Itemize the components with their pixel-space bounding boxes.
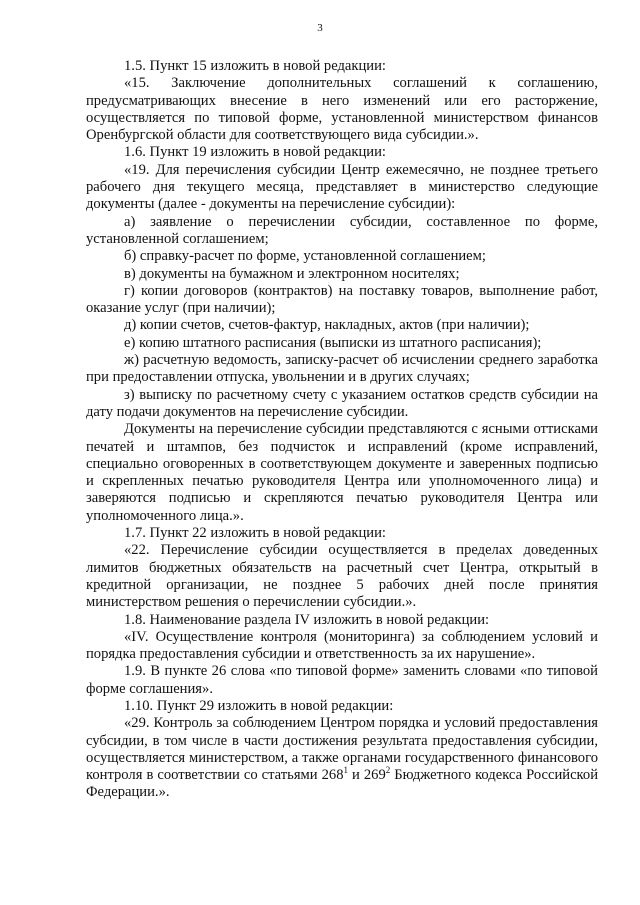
paragraph: з) выписку по расчетному счету с указанием остатков средств субсидии на дату подачи документов на перечисление субсидии.	[86, 386, 598, 420]
paragraph: 1.7. Пункт 22 изложить в новой редакции:	[124, 525, 386, 542]
paragraph: «19. Для перечисления субсидии Центр ежемесячно, не позднее третьего рабочего дня текущего месяца, представляет в министерство следующие документы (далее - документы на перечисление субсидии):	[86, 161, 598, 213]
paragraph: 1.9. В пункте 26 слова «по типовой форме» заменить словами «по типовой форме соглашения».	[86, 663, 598, 697]
text-span: и 269	[348, 767, 386, 784]
paragraph: «22. Перечисление субсидии осуществляется в пределах доведенных лимитов бюджетных обязательств на расчетный счет Центра, открытый в кредитной организации, не позднее 5 рабочих дней после принятия министерством решения о перечислении субсидии.».	[86, 542, 598, 611]
paragraph: 1.6. Пункт 19 изложить в новой редакции:	[124, 144, 386, 161]
page-number: 3	[317, 22, 323, 34]
paragraph: ж) расчетную ведомость, записку-расчет об исчислении среднего заработка при предоставлении отпуска, увольнении и в других случаях;	[86, 352, 598, 386]
paragraph: б) справку-расчет по форме, установленной соглашением;	[124, 248, 486, 265]
paragraph: «IV. Осуществление контроля (мониторинга) за соблюдением условий и порядка предоставления субсидии и ответственность за их нарушение».	[86, 628, 598, 663]
text-span: Бюджетного кодекса Российской Федерации.».	[86, 767, 599, 801]
paragraph: г) копии договоров (контрактов) на поставку товаров, выполнение работ, оказание услуг (при наличии);	[86, 282, 598, 317]
paragraph: 1.5. Пункт 15 изложить в новой редакции:	[124, 58, 386, 74]
paragraph: 1.10. Пункт 29 изложить в новой редакции:	[124, 697, 394, 714]
text-span: «29. Контроль за соблюдением Центром порядка и условий предоставления субсидии, в том числе в части достижения результата предоставления субсидии, осуществляется министерством, а также органами государственного финансового контроля в соответствии со статьями 268	[86, 715, 598, 784]
superscript: 1	[343, 765, 348, 776]
paragraph: а) заявление о перечислении субсидии, составленное по форме, установленной соглашением;	[86, 213, 598, 247]
paragraph: Документы на перечисление субсидии представляются с ясными оттисками печатей и штампов, без подчисток и исправлений (кроме исправлений, специально оговоренных в соответствующем документе и заверенных подписью и скрепленных печатью руководителя Центра или уполномоченного лица) и заверяются подписью и скрепляются печатью руководителя Центра или уполномоченного лица.».	[86, 421, 598, 524]
paragraph: «15. Заключение дополнительных соглашений к соглашению, предусматривающих внесение в него изменений или его расторжение, осуществляется по типовой форме, установленной министерством финансов Оренбургской области для соответствующего вида субсидии.».	[86, 75, 598, 144]
superscript: 2	[385, 765, 391, 776]
document-body	[86, 58, 598, 802]
paragraph: д) копии счетов, счетов-фактур, накладных, актов (при наличии);	[124, 317, 530, 334]
paragraph: 1.8. Наименование раздела IV изложить в новой редакции:	[124, 611, 490, 628]
paragraph: е) копию штатного расписания (выписки из штатного расписания);	[124, 334, 542, 351]
paragraph: в) документы на бумажном и электронном носителях;	[124, 265, 460, 282]
paragraph-29	[86, 715, 598, 801]
